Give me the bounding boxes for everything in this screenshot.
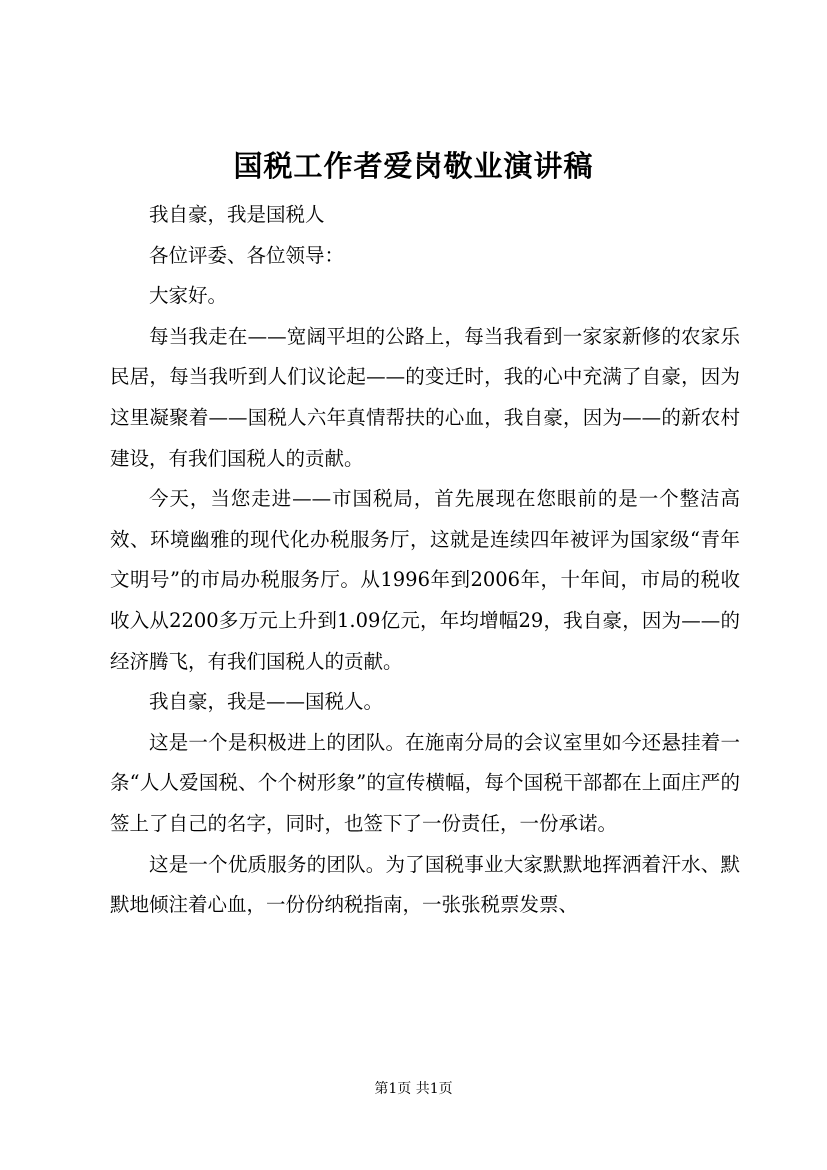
document-title: 国税工作者爱岗敬业演讲稿 [233,149,594,183]
paragraph-subtitle: 我自豪，我是国税人 [149,203,325,226]
paragraph: 这是一个是积极进上的团队。在施南分局的会议室里如今还悬挂着一条“人人爱国税、个个树形象”的宣传横幅，每个国税干部都在上面庄严的签上了自己的名字，同时，也签下了一份责任，一份承诺。 [110,730,740,835]
paragraph-greeting: 大家好。 [149,284,228,308]
paragraph: 今天，当您走进——市国税局，首先展现在您眼前的是一个整洁高效、环境幽雅的现代化办税服务厅，这就是连续四年被评为国家级“青年文明号”的市局办税服务厅。从1996年到2006年，十年间，市局的税收收入从2200多万元上升到1.09亿元，年均增幅29，我自豪，因为——的经济腾飞，有我们国税人的贡献。 [110,487,740,673]
paragraph: 我自豪，我是——国税人。 [149,690,384,714]
paragraph: 每当我走在——宽阔平坦的公路上，每当我看到一家家新修的农家乐民居，每当我听到人们议论起——的变迁时，我的心中充满了自豪，因为这里凝聚着——国税人六年真情帮扶的心血，我自豪，因为——的新农村建设，有我们国税人的贡献。 [110,324,740,470]
paragraph-salutation: 各位评委、各位领导： [149,243,345,267]
paragraph: 这是一个优质服务的团队。为了国税事业大家默默地挥洒着汗水、默默地倾注着心血，一份份纳税指南，一张张税票发票、 [110,852,740,917]
document-body [110,195,740,926]
page-footer: 第1页 共1页 [374,1081,453,1097]
